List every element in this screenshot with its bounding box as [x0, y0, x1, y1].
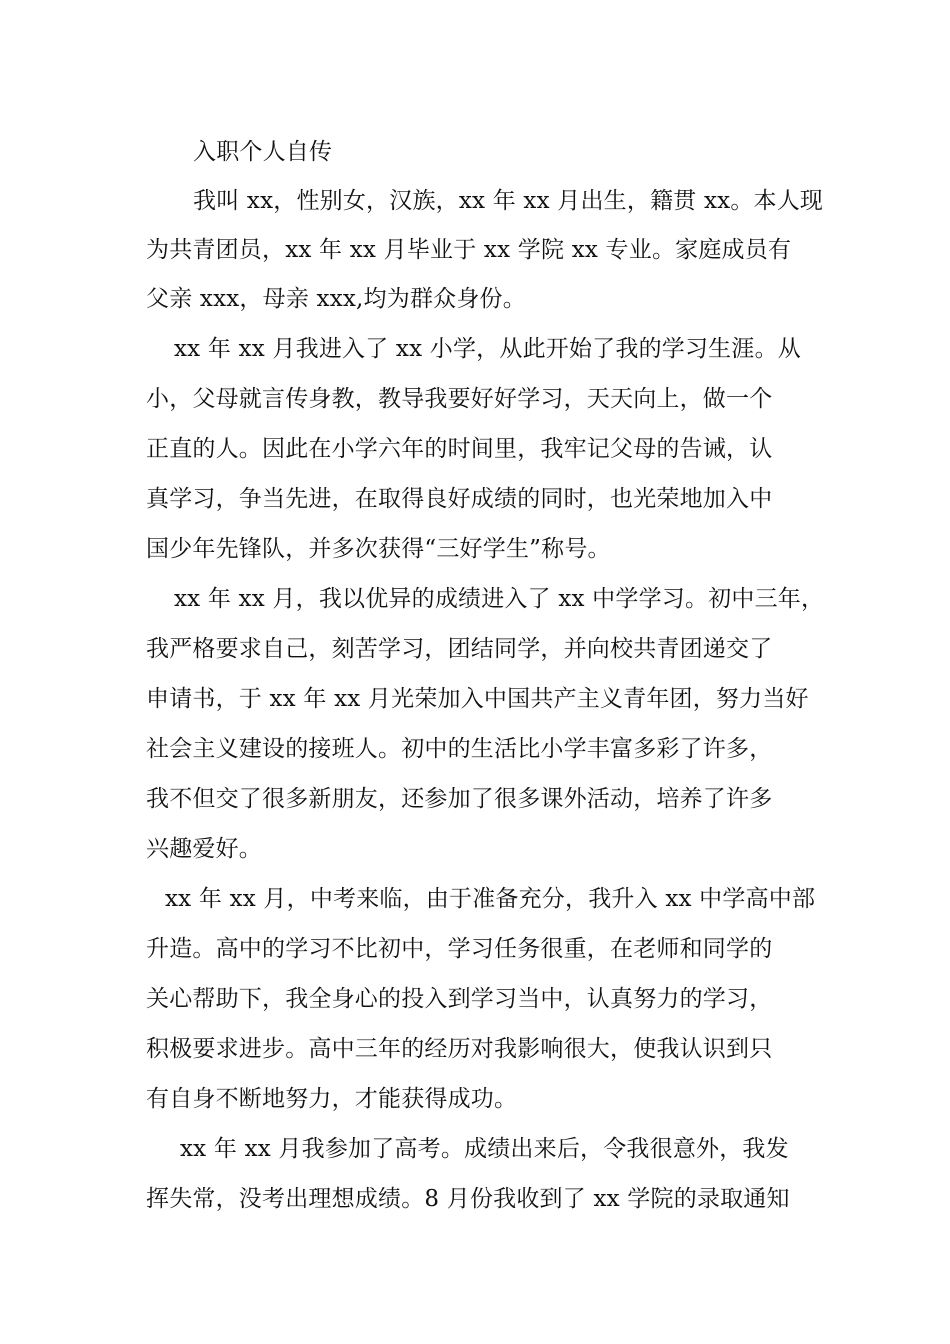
text-line-13: 我不但交了很多新朋友，还参加了很多课外活动，培养了许多	[146, 786, 773, 812]
document-title: 入职个人自传	[193, 139, 333, 165]
text-line-12: 社会主义建设的接班人。初中的生活比小学丰富多彩了许多，	[146, 736, 773, 762]
text-line-9: xx 年 xx 月，我以优异的成绩进入了 xx 中学学习。初中三年，	[174, 586, 825, 612]
text-line-15: xx 年 xx 月，中考来临，由于准备充分，我升入 xx 中学高中部	[165, 886, 816, 912]
text-line-6: 正直的人。因此在小学六年的时间里，我牢记父母的告诫，认	[146, 436, 773, 462]
text-line-3: 父亲 xxx，母亲 xxx,均为群众身份。	[146, 286, 526, 312]
text-line-18: 积极要求进步。高中三年的经历对我影响很大，使我认识到只	[146, 1036, 773, 1062]
text-line-11: 申请书，于 xx 年 xx 月光荣加入中国共产主义青年团，努力当好	[146, 686, 809, 712]
text-line-2: 为共青团员，xx 年 xx 月毕业于 xx 学院 xx 专业。家庭成员有	[146, 237, 792, 263]
text-line-20: xx 年 xx 月我参加了高考。成绩出来后，令我很意外，我发	[180, 1136, 789, 1162]
text-line-21: 挥失常，没考出理想成绩。8 月份我收到了 xx 学院的录取通知	[146, 1186, 790, 1212]
text-line-16: 升造。高中的学习不比初中，学习任务很重，在老师和同学的	[146, 936, 773, 962]
text-line-10: 我严格要求自己，刻苦学习，团结同学，并向校共青团递交了	[146, 636, 773, 662]
text-line-1: 我叫 xx，性别女，汉族，xx 年 xx 月出生，籍贯 xx。本人现	[193, 188, 824, 214]
text-line-19: 有自身不断地努力，才能获得成功。	[146, 1086, 518, 1112]
text-line-17: 关心帮助下，我全身心的投入到学习当中，认真努力的学习，	[146, 986, 773, 1012]
text-line-7: 真学习，争当先进，在取得良好成绩的同时，也光荣地加入中	[146, 486, 773, 512]
text-line-14: 兴趣爱好。	[146, 836, 262, 862]
text-line-4: xx 年 xx 月我进入了 xx 小学，从此开始了我的学习生涯。从	[174, 336, 801, 362]
text-line-5: 小，父母就言传身教，教导我要好好学习，天天向上，做一个	[146, 386, 773, 412]
text-line-8: 国少年先锋队，并多次获得“三好学生”称号。	[146, 536, 611, 562]
